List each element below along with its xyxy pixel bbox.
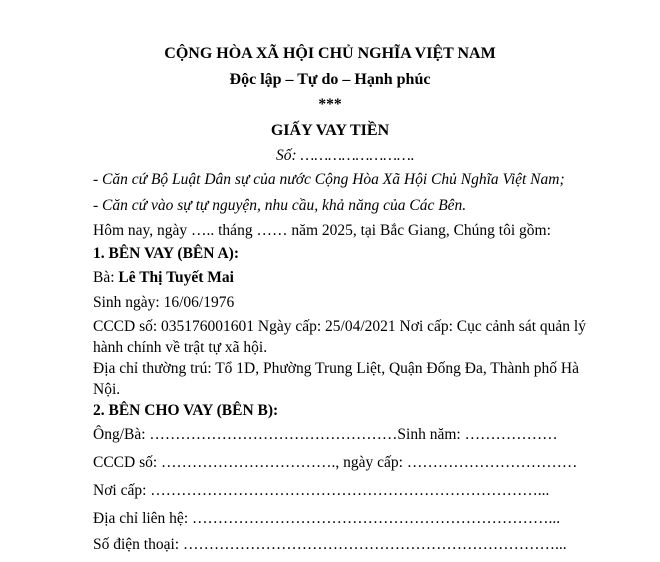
party-b-id-line: CCCD số: ……………………………., ngày cấp: …………………………… bbox=[93, 454, 578, 471]
document-number-label: Số: bbox=[276, 147, 297, 164]
document-title: GIẤY VAY TIỀN bbox=[270, 122, 390, 139]
party-a-name bbox=[93, 268, 234, 288]
motto: Độc lập – Tự do – Hạnh phúc bbox=[229, 71, 431, 88]
document-number bbox=[276, 146, 415, 166]
party-b-contact-address: Địa chỉ liên hệ: ……………………………………………………………... bbox=[93, 510, 561, 527]
party-a-name-label: Bà: bbox=[93, 269, 119, 286]
party-a-heading: 1. BÊN VAY (BÊN A): bbox=[93, 245, 239, 262]
stars-divider: *** bbox=[318, 96, 342, 113]
party-b-phone: Số điện thoại: ………………………………………………………………... bbox=[93, 536, 567, 553]
party-a-id-info: CCCD số: 035176001601 Ngày cấp: 25/04/2021 Nơi cấp: Cục cảnh sát quản lý hành chính về trật tự xã hội. bbox=[93, 318, 586, 356]
party-b-name-line: Ông/Bà: …………………………………………Sinh năm: ……………… bbox=[93, 426, 558, 443]
party-a-address: Địa chỉ thường trú: Tổ 1D, Phường Trung Liệt, Quận Đống Đa, Thành phố Hà Nội. bbox=[93, 360, 579, 398]
party-a-name-value: Lê Thị Tuyết Mai bbox=[118, 269, 234, 286]
document-number-value: ……………………. bbox=[296, 147, 415, 164]
basis-item: - Căn cứ Bộ Luật Dân sự của nước Cộng Hòa Xã Hội Chủ Nghĩa Việt Nam; bbox=[93, 171, 565, 188]
party-b-issue-place: Nơi cấp: …………………………………………………………………... bbox=[93, 482, 550, 499]
basis-item: - Căn cứ vào sự tự nguyện, nhu cầu, khả năng của Các Bên. bbox=[93, 197, 467, 214]
party-a-dob: Sinh ngày: 16/06/1976 bbox=[93, 294, 235, 311]
intro-text: Hôm nay, ngày ….. tháng …… năm 2025, tại Bắc Giang, Chúng tôi gồm: bbox=[93, 222, 551, 239]
nation-header: CỘNG HÒA XÃ HỘI CHỦ NGHĨA VIỆT NAM bbox=[164, 45, 496, 62]
party-b-heading: 2. BÊN CHO VAY (BÊN B): bbox=[93, 402, 279, 419]
